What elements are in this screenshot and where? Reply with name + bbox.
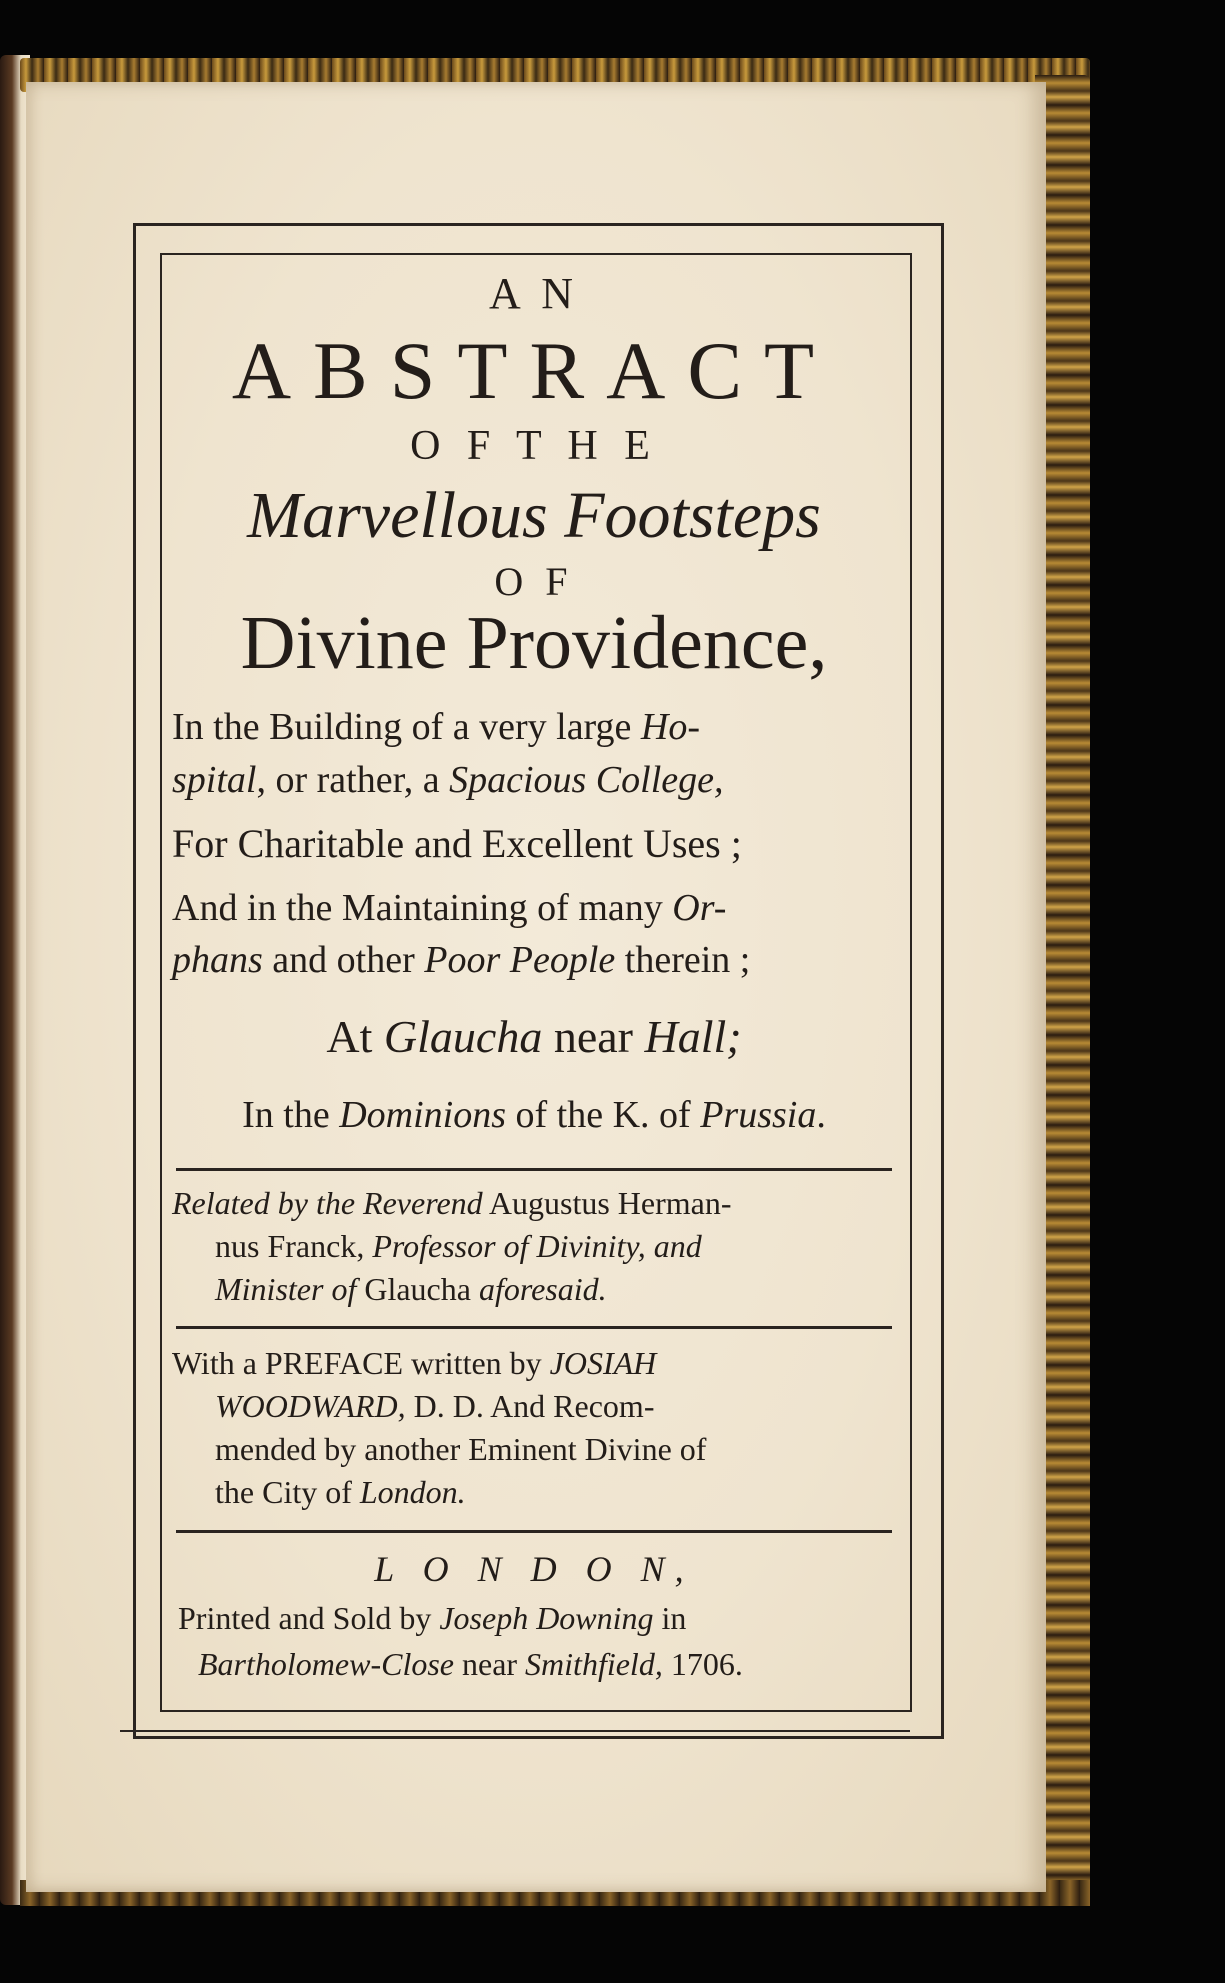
preface-line-1: With a PREFACE written by JOSIAH: [172, 1345, 657, 1381]
title-line-2: spital, or rather, a Spacious College,: [172, 759, 724, 801]
preface-line-4: the City of London.: [215, 1474, 466, 1510]
rule-bottom: [120, 1730, 910, 1732]
title-line-3: For Charitable and Excellent Uses ;: [172, 821, 742, 866]
rule-2: [176, 1326, 892, 1329]
related-line-2: nus Franck, Professor of Divinity, and: [215, 1228, 702, 1264]
title-of: O F: [494, 559, 574, 604]
imprint-line-1: Printed and Sold by Joseph Downing in: [178, 1600, 687, 1636]
title-line-5: phans and other Poor People therein ;: [172, 939, 751, 981]
imprint-line-2: Bartholomew-Close near Smithfield, 1706.: [198, 1646, 743, 1682]
title-abstract: ABSTRACT: [231, 325, 837, 416]
related-line-3: Minister of Glaucha aforesaid.: [215, 1271, 607, 1307]
title-of-the: O F T H E: [410, 423, 658, 469]
preface-line-2: WOODWARD, D. D. And Recom-: [215, 1388, 655, 1424]
title-an: A N: [488, 269, 580, 318]
rule-1: [176, 1168, 892, 1171]
title-line-7: In the Dominions of the K. of Prussia.: [242, 1094, 826, 1136]
title-line-6: At Glaucha near Hall;: [326, 1011, 742, 1062]
rule-3: [176, 1530, 892, 1533]
title-line-1: In the Building of a very large Ho-: [172, 706, 701, 748]
title-divine-providence: Divine Providence,: [240, 601, 828, 685]
title-line-4: And in the Maintaining of many Or-: [172, 887, 727, 929]
imprint-london: L O N D O N,: [374, 1549, 694, 1589]
title-marvellous-footsteps: Marvellous Footsteps: [247, 479, 821, 552]
preface-line-3: mended by another Eminent Divine of: [215, 1431, 707, 1467]
related-line-1: Related by the Reverend Augustus Herman-: [172, 1185, 732, 1221]
